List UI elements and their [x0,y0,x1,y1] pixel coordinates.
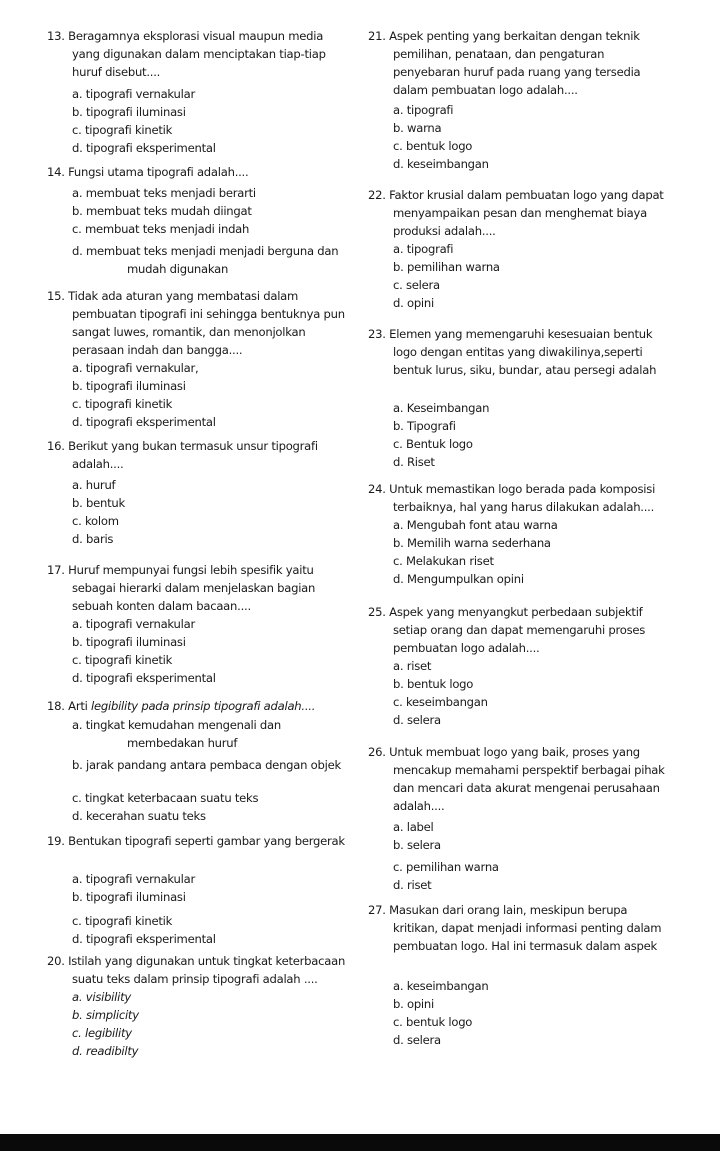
option-d: d. keseimbangan [393,157,489,171]
question-number: 23. [368,327,386,341]
option-b: b. jarak pandang antara pembaca dengan objek [72,758,341,772]
option-a: a. tipografi vernakular [72,617,195,631]
option-c: c. tipografi kinetik [72,914,173,928]
option-b: b. tipografi iluminasi [72,379,186,393]
option-c: c. keseimbangan [393,695,488,709]
option-c: c. tingkat keterbacaan suatu teks [72,791,259,805]
question-body: Untuk memastikan logo berada pada komposisi terbaiknya, hal yang harus dilakukan adalah.... [389,482,656,514]
option-b: b. selera [393,838,441,852]
option-d: d. Riset [393,455,435,469]
option-b: b. bentuk [72,496,125,510]
question-body: Untuk membuat logo yang baik, proses yang mencakup memahami perspektif berbagai pihak dan mencari data akurat mengenai perusahaan adalah.... [389,745,665,813]
option-a: a. label [393,820,434,834]
question-number: 21. [368,29,386,43]
option-b: b. tipografi iluminasi [72,105,186,119]
option-a: a. membuat teks menjadi berarti [72,186,256,200]
question-number: 19. [47,834,65,848]
question-text [368,901,673,955]
option-d: d. membuat teks menjadi menjadi berguna dan mudah digunakan [72,244,339,276]
question-22 [368,186,673,312]
option-b: b. simplicity [72,1008,139,1022]
option-a: a. riset [393,659,432,673]
option-c: c. membuat teks menjadi indah [72,222,250,236]
option-d: d. riset [393,878,432,892]
question-text [47,27,352,81]
question-14 [47,163,352,278]
question-20 [47,952,352,1060]
question-text [368,186,673,240]
question-24 [368,480,673,588]
option-d: d. tipografi eksperimental [72,932,216,946]
question-number: 17. [47,563,65,577]
question-number: 20. [47,954,65,968]
option-a: a. visibility [72,990,132,1004]
question-text [368,27,673,99]
question-body: Istilah yang digunakan untuk tingkat keterbacaan suatu teks dalam prinsip tipografi adalah .... [68,954,346,986]
option-a: a. tipografi vernakular [72,87,195,101]
question-text [368,325,673,379]
option-b: b. Memilih warna sederhana [393,536,551,550]
option-d: d. opini [393,296,434,310]
question-number: 18. [47,699,65,713]
option-d: d. kecerahan suatu teks [72,809,206,823]
question-23 [368,325,673,471]
question-number: 26. [368,745,386,759]
option-a: a. Mengubah font atau warna [393,518,558,532]
option-c: c. tipografi kinetik [72,397,173,411]
question-body: Aspek yang menyangkut perbedaan subjektif setiap orang dan dapat memengaruhi proses pembuatan logo adalah.... [389,605,646,655]
question-text [47,287,352,359]
option-b: b. membuat teks mudah diingat [72,204,252,218]
question-21 [368,27,673,173]
option-c: c. tipografi kinetik [72,653,173,667]
question-17 [47,561,352,687]
question-number: 14. [47,165,65,179]
option-a: a. keseimbangan [393,979,489,993]
option-c: c. Bentuk logo [393,437,473,451]
option-a: a. Keseimbangan [393,401,490,415]
question-body: Beragamnya eksplorasi visual maupun media yang digunakan dalam menciptakan tiap-tiap huruf disebut.... [68,29,326,79]
option-d: d. tipografi eksperimental [72,141,216,155]
option-d: d. tipografi eksperimental [72,671,216,685]
question-25 [368,603,673,729]
question-number: 24. [368,482,386,496]
option-d: d. readibilty [72,1044,139,1058]
question-body-italic: legibility pada prinsip tipografi adalah.... [91,699,316,713]
question-body: Faktor krusial dalam pembuatan logo yang dapat menyampaikan pesan dan menghemat biaya produksi adalah.... [389,188,664,238]
question-number: 25. [368,605,386,619]
option-c: c. tipografi kinetik [72,123,173,137]
question-body: Masukan dari orang lain, meskipun berupa kritikan, dapat menjadi informasi penting dalam pembuatan logo. Hal ini termasuk dalam aspek [389,903,662,953]
option-c: c. bentuk logo [393,139,473,153]
option-d: d. selera [393,713,441,727]
question-16 [47,437,352,548]
option-a: a. tingkat kemudahan mengenali dan membedakan huruf [72,718,281,750]
option-a: a. tipografi vernakular, [72,361,199,375]
question-text [368,480,673,516]
option-d: d. baris [72,532,114,546]
question-number: 13. [47,29,65,43]
option-b: b. bentuk logo [393,677,474,691]
option-b: b. pemilihan warna [393,260,500,274]
option-b: b. opini [393,997,434,1011]
option-d: d. selera [393,1033,441,1047]
question-body: Arti [68,699,92,713]
question-body: Berikut yang bukan termasuk unsur tipografi adalah.... [68,439,318,471]
option-c: c. legibility [72,1026,132,1040]
question-body: Tidak ada aturan yang membatasi dalam pembuatan tipografi ini sehingga bentuknya pun sangat luwes, romantik, dan menonjolkan perasaan indah dan bangga.... [68,289,345,357]
question-number: 22. [368,188,386,202]
question-text [368,603,673,657]
option-d: d. Mengumpulkan opini [393,572,524,586]
question-text [47,832,345,850]
option-a: a. huruf [72,478,116,492]
question-text [47,437,352,473]
question-18 [47,697,352,825]
bottom-black-bar [0,1134,720,1151]
option-c: c. kolom [72,514,119,528]
question-text [368,743,673,815]
question-number: 27. [368,903,386,917]
question-text [47,561,352,615]
question-15 [47,287,352,431]
option-b: b. tipografi iluminasi [72,635,186,649]
question-text [47,697,352,715]
question-text [47,952,352,988]
option-a: a. tipografi vernakular [72,872,195,886]
option-b: b. warna [393,121,442,135]
option-d: d. tipografi eksperimental [72,415,216,429]
question-body: Fungsi utama tipografi adalah.... [68,165,249,179]
question-13 [47,27,352,157]
option-b: b. Tipografi [393,419,456,433]
option-b: b. tipografi iluminasi [72,890,186,904]
question-26 [368,743,673,894]
option-c: c. bentuk logo [393,1015,473,1029]
question-body: Huruf mempunyai fungsi lebih spesifik yaitu sebagai hierarki dalam menjelaskan bagian sebuah konten dalam bacaan.... [68,563,316,613]
question-body: Bentukan tipografi seperti gambar yang bergerak [68,834,345,848]
option-c: c. Melakukan riset [393,554,494,568]
question-19 [47,832,345,948]
question-text [47,163,352,181]
question-body: Elemen yang memengaruhi kesesuaian bentuk logo dengan entitas yang diwakilinya,seperti bentuk lurus, siku, bundar, atau persegi adalah [389,327,657,377]
option-a: a. tipografi [393,242,454,256]
question-number: 16. [47,439,65,453]
question-number: 15. [47,289,65,303]
option-c: c. selera [393,278,440,292]
option-c: c. pemilihan warna [393,860,499,874]
option-a: a. tipografi [393,103,454,117]
question-body: Aspek penting yang berkaitan dengan teknik pemilihan, penataan, dan pengaturan penyebaran huruf pada ruang yang tersedia dalam pembuatan logo adalah.... [389,29,641,97]
question-27 [368,901,673,1049]
